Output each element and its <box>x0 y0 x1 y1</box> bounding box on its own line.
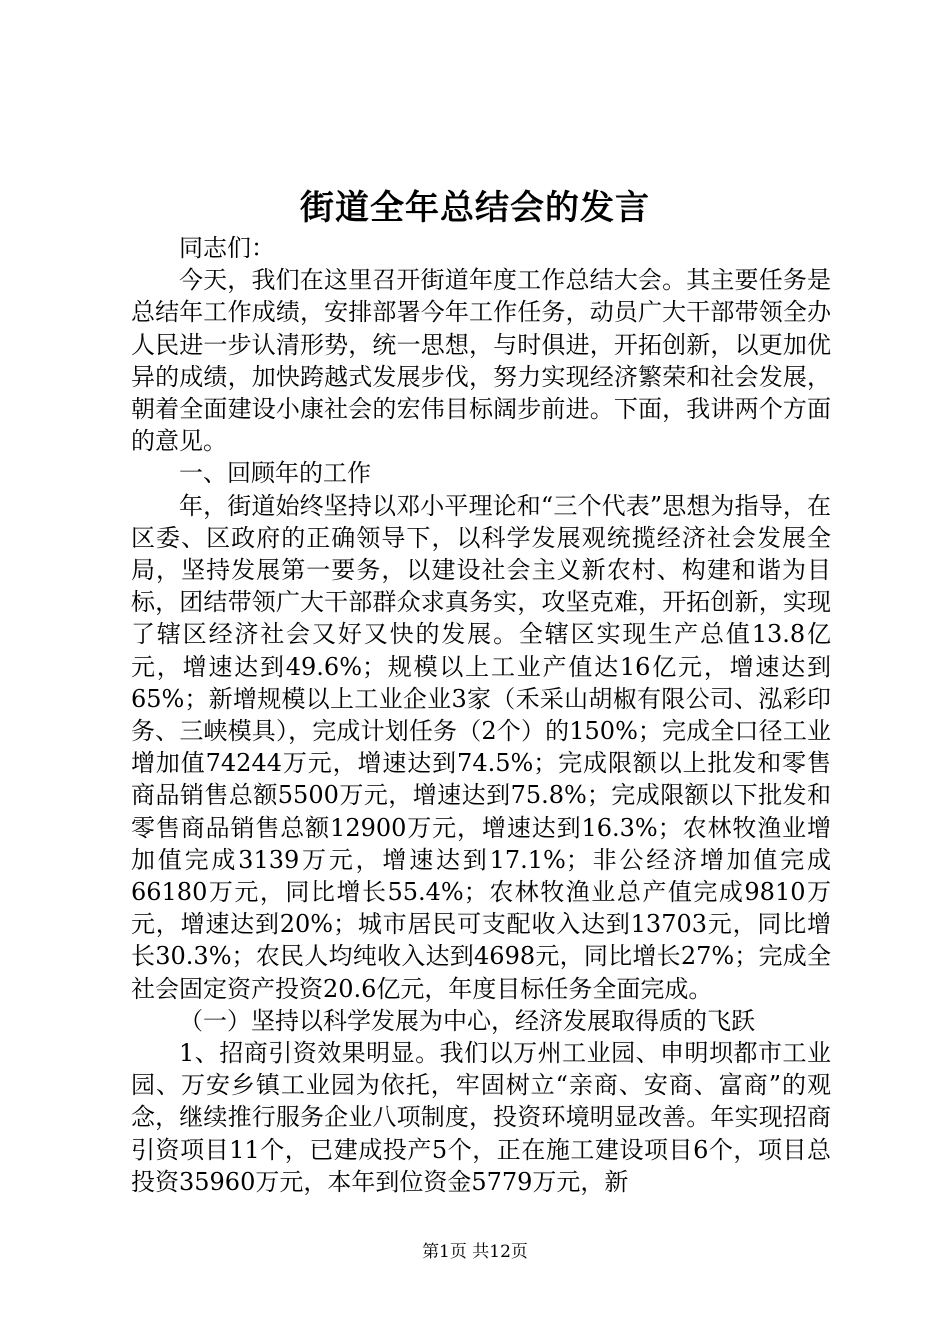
intro-paragraph: 今天，我们在这里召开街道年度工作总结大会。其主要任务是总结年工作成绩，安排部署今年工作任务，动员广大干部带领全办人民进一步认清形势，统一思想，与时俱进，开拓创新，以更加优异的成绩，加快跨越式发展步伐，努力实现经济繁荣和社会发展，朝着全面建设小康社会的宏伟目标阔步前进。下面，我讲两个方面的意见。 <box>131 266 831 456</box>
review-paragraph: 年，街道始终坚持以邓小平理论和“三个代表”思想为指导，在区委、区政府的正确领导下，以科学发展观统揽经济社会发展全局，坚持发展第一要务，以建设社会主义新农村、构建和谐为目标，团结带领广大干部群众求真务实，攻坚克难，开拓创新，实现了辖区经济社会又好又快的发展。全辖区实现生产总值13.8亿元，增速达到49.6%；规模以上工业产值达16亿元，增速达到65%；新增规模以上工业企业3家（禾采山胡椒有限公司、泓彩印务、三峡模具），完成计划任务（2个）的150%；完成全口径工业增加值74244万元，增速达到74.5%；完成限额以上批发和零售商品销售总额5500万元，增速达到75.8%；完成限额以下批发和零售商品销售总额12900万元，增速达到16.3%；农林牧渔业增加值完成3139万元，增速达到17.1%；非公经济增加值完成66180万元，同比增长55.4%；农林牧渔业总产值完成9810万元，增速达到20%；城市居民可支配收入达到13703元，同比增长30.3%；农民人均纯收入达到4698元，同比增长27%；完成全社会固定资产投资20.6亿元，年度目标任务全面完成。 <box>131 491 831 1003</box>
subsection-heading: （一）坚持以科学发展为中心，经济发展取得质的飞跃 <box>179 1006 755 1035</box>
investment-paragraph: 1、招商引资效果明显。我们以万州工业园、申明坝都市工业园、万安乡镇工业园为依托，牢固树立“亲商、安商、富商”的观念，继续推行服务企业八项制度，投资环境明显改善。年实现招商引资项目11个，已建成投产5个，正在施工建设项目6个，项目总投资35960万元，本年到位资金5779万元，新 <box>131 1039 831 1196</box>
salutation-paragraph: 同志们： <box>179 234 275 262</box>
page-footer: 第1页 共12页 <box>422 1242 528 1262</box>
section-heading: 一、回顾年的工作 <box>179 459 371 488</box>
document-body <box>131 232 831 1198</box>
page-title: 街道全年总结会的发言 <box>300 188 650 228</box>
